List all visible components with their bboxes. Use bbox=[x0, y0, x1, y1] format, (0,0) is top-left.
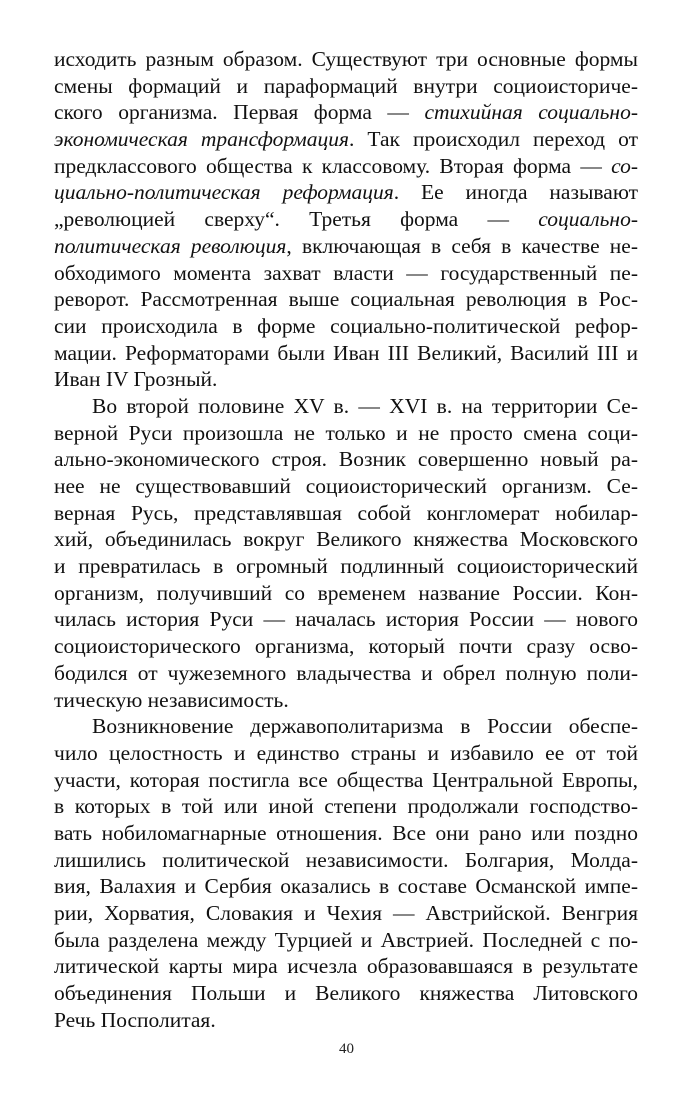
text-line bbox=[54, 286, 638, 313]
text-run: обходимого момента захват власти — государственный пе- bbox=[54, 260, 638, 285]
italic-text-run: экономическая трансформация bbox=[54, 127, 349, 152]
text-run: нее не существовавший социоисторический организм. Се- bbox=[54, 474, 638, 498]
italic-text-run: стихийная социально- bbox=[424, 100, 639, 125]
text-line bbox=[54, 393, 638, 420]
text-line bbox=[54, 580, 638, 607]
text-line bbox=[54, 820, 638, 847]
text-run: социоисторического организма, который почти сразу осво- bbox=[54, 634, 638, 659]
italic-text-run: со- bbox=[611, 153, 638, 178]
text-line bbox=[54, 153, 638, 180]
text-line bbox=[54, 366, 638, 393]
text-run: была разделена между Турцией и Австрией. Последней с по- bbox=[54, 927, 638, 952]
text-line bbox=[54, 980, 638, 1007]
text-line bbox=[54, 46, 638, 73]
text-run: мации. Реформаторами были Иван III Великий, Василий III и bbox=[54, 340, 638, 365]
text-run: Возникновение державополитаризма в России обеспе- bbox=[92, 714, 638, 739]
italic-text-run: циально-политическая реформация bbox=[54, 180, 394, 205]
text-line bbox=[54, 687, 638, 714]
text-run: Речь Посполитая. bbox=[54, 1007, 216, 1032]
text-run: верная Русь, представлявшая собой конгломерат нобилар- bbox=[54, 500, 638, 525]
text-line bbox=[54, 179, 638, 206]
text-run: чило целостность и единство страны и избавило ее от той bbox=[54, 740, 638, 765]
italic-text-run: политическая революция bbox=[54, 233, 287, 258]
text-run: , включающая в себя в качестве не- bbox=[286, 233, 638, 258]
text-line bbox=[54, 206, 638, 233]
text-run: объединения Польши и Великого княжества Литовского bbox=[54, 981, 638, 1006]
text-run: хий, объединилась вокруг Великого княжества Московского bbox=[54, 527, 638, 552]
text-run: предклассового общества к классовому. Вторая форма — bbox=[54, 153, 612, 178]
paragraph bbox=[54, 46, 638, 393]
text-line bbox=[54, 900, 638, 927]
text-line bbox=[54, 927, 638, 954]
text-run: вия, Валахия и Сербия оказались в составе Османской импе- bbox=[54, 874, 638, 899]
text-run: исходить разным образом. Существуют три основные формы bbox=[54, 47, 638, 71]
text-run: организм, получивший со временем название России. Кон- bbox=[54, 580, 638, 605]
text-line bbox=[54, 473, 638, 500]
text-line bbox=[54, 340, 638, 367]
text-run: . Ее иногда называют bbox=[393, 180, 638, 205]
text-line bbox=[54, 847, 638, 874]
text-line bbox=[54, 126, 638, 153]
text-line bbox=[54, 313, 638, 340]
text-run: участи, которая постигла все общества Центральной Европы, bbox=[54, 767, 638, 792]
text-line bbox=[54, 446, 638, 473]
text-line bbox=[54, 660, 638, 687]
text-line bbox=[54, 713, 638, 740]
text-run: „революцией сверху“. Третья форма — bbox=[54, 207, 539, 232]
text-run: лишились политической независимости. Болгария, Молда- bbox=[54, 847, 638, 872]
text-line bbox=[54, 553, 638, 580]
page-number: 40 bbox=[339, 1041, 354, 1057]
text-line bbox=[54, 233, 638, 260]
paragraph bbox=[54, 713, 638, 1033]
text-run: бодился от чужеземного владычества и обрел полную поли- bbox=[54, 660, 638, 685]
text-run: Во второй половине XV в. — XVI в. на территории Се- bbox=[92, 393, 638, 418]
text-line bbox=[54, 73, 638, 100]
page-body bbox=[54, 46, 638, 1033]
text-run: ского организма. Первая форма — bbox=[54, 100, 425, 125]
paragraph bbox=[54, 393, 638, 713]
text-run: тическую независимость. bbox=[54, 687, 289, 712]
text-line bbox=[54, 953, 638, 980]
text-line bbox=[54, 767, 638, 794]
text-run: Иван IV Грозный. bbox=[54, 367, 218, 392]
text-line bbox=[54, 99, 638, 126]
text-line bbox=[54, 606, 638, 633]
text-line bbox=[54, 500, 638, 527]
text-run: смены формаций и параформаций внутри социоисториче- bbox=[54, 73, 638, 98]
text-run: чилась история Руси — началась история России — нового bbox=[54, 607, 638, 632]
text-run: ально-экономического строя. Возник совершенно новый ра- bbox=[54, 447, 638, 472]
text-line bbox=[54, 633, 638, 660]
text-line bbox=[54, 740, 638, 767]
text-line bbox=[54, 793, 638, 820]
text-line bbox=[54, 420, 638, 447]
text-run: литической карты мира исчезла образовавшаяся в результате bbox=[54, 954, 638, 979]
text-run: реворот. Рассмотренная выше социальная революция в Рос- bbox=[54, 287, 638, 312]
text-line bbox=[54, 526, 638, 553]
text-run: верной Руси произошла не только и не просто смена соци- bbox=[54, 420, 638, 445]
text-run: вать нобиломагнарные отношения. Все они рано или поздно bbox=[54, 820, 638, 845]
text-line bbox=[54, 873, 638, 900]
text-run: в которых в той или иной степени продолжали господство- bbox=[54, 794, 638, 819]
italic-text-run: социально- bbox=[538, 207, 638, 232]
text-run: . Так происходил переход от bbox=[348, 127, 639, 152]
text-run: рии, Хорватия, Словакия и Чехия — Австрийской. Венгрия bbox=[54, 901, 638, 925]
text-run: сии происходила в форме социально-политической рефор- bbox=[54, 313, 638, 338]
text-line bbox=[54, 1007, 638, 1034]
text-run: и превратилась в огромный подлинный социоисторический bbox=[54, 554, 638, 579]
text-line bbox=[54, 260, 638, 287]
